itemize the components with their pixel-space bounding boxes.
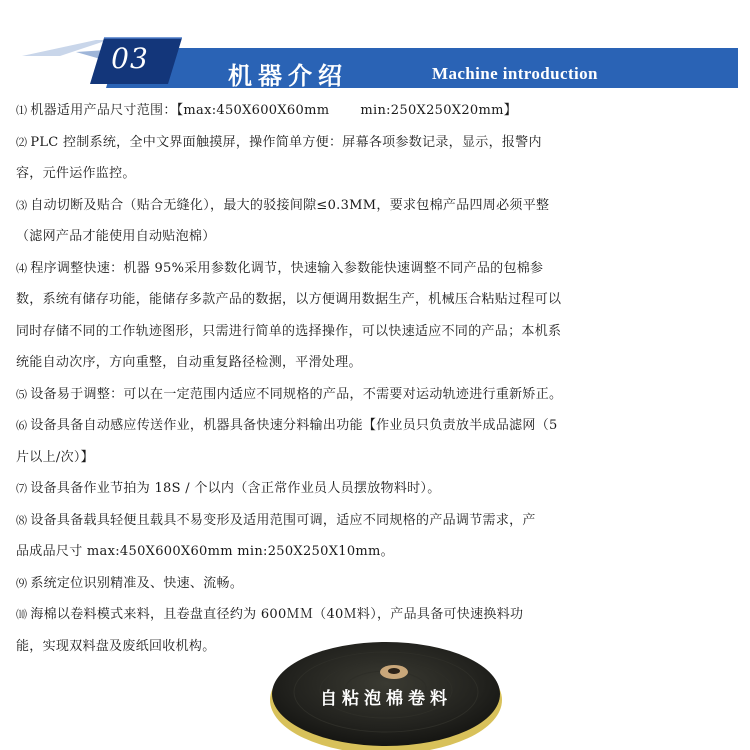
title-bar	[106, 48, 738, 88]
list-item	[16, 568, 742, 600]
item-number: ⑸	[16, 387, 28, 401]
item-text: 自动切断及贴合（贴合无缝化），最大的驳接间隙≤0.3MM，要求包棉产品四周必须平整	[30, 197, 550, 213]
product-caption: 自粘泡棉卷料	[320, 689, 452, 709]
item-number: ⑻	[16, 513, 28, 527]
section-header-banner	[0, 0, 750, 96]
feature-list	[16, 95, 742, 662]
item-text: 程序调整快速：机器 95%采用参数化调节，快速输入参数能快速调整不同产品的包棉参	[30, 260, 544, 276]
list-item-continued	[16, 316, 742, 348]
item-text: 海棉以卷料模式来料，且卷盘直径约为 600ＭＭ（40Ｍ料），产品具备可快速换料功	[30, 607, 524, 622]
item-number: ⑹	[16, 419, 28, 432]
list-item-continued	[16, 284, 742, 316]
list-item	[16, 253, 742, 285]
item-text: （滤网产品才能使用自动贴泡棉）	[16, 229, 216, 244]
item-number: ⑽	[16, 608, 28, 621]
page-title-cn: 机器介绍	[228, 62, 348, 90]
list-item-continued	[16, 221, 742, 253]
list-item	[16, 599, 742, 631]
section-number: 03	[111, 42, 149, 75]
item-text: 容，元件运作监控。	[16, 166, 136, 181]
item-text: 能，实现双料盘及废纸回收机构。	[16, 638, 216, 654]
item-text: 数，系统有储存功能，能储存多款产品的数据，以方便调用数据生产，机械压合粘贴过程可以	[16, 292, 562, 307]
item-text: 设备具备作业节拍为 18S / 个以内（含正常作业员人员摆放物料时）。	[30, 481, 441, 496]
item-text: 设备具备载具轻便且载具不易变形及适用范围可调，适应不同规格的产品调节需求，产	[30, 512, 536, 528]
page-title-en: Machine introduction	[432, 64, 598, 83]
item-text: 设备易于调整：可以在一定范围内适应不同规格的产品，不需要对运动轨迹进行重新矫正。	[30, 386, 563, 402]
list-item	[16, 95, 742, 127]
item-text: 机器适用产品尺寸范围：【max:450X600X60mm min:250X250X20mm】	[30, 103, 518, 118]
item-number: ⑺	[16, 482, 28, 495]
item-text: 片以上/次）】	[16, 449, 94, 465]
foam-roll-image	[268, 636, 504, 750]
list-item-continued	[16, 442, 742, 474]
item-text: 统能自动次序，方向重整，自动重复路径检测，平滑处理。	[16, 355, 362, 370]
list-item	[16, 190, 742, 222]
item-text: PLC 控制系统，全中文界面触摸屏，操作简单方便：屏幕各项参数记录，显示，报警内	[30, 134, 542, 150]
list-item	[16, 127, 742, 159]
item-number: ⑴	[16, 104, 28, 117]
list-item	[16, 473, 742, 505]
list-item-continued	[16, 347, 742, 379]
item-number: ⑷	[16, 261, 28, 275]
item-text: 品成品尺寸 max:450X600X60mm min:250X250X10mm。	[16, 544, 394, 559]
item-number: ⑶	[16, 198, 28, 212]
list-item	[16, 505, 742, 537]
list-item	[16, 379, 742, 411]
item-number: ⑼	[16, 576, 28, 590]
item-text: 同时存储不同的工作轨迹图形，只需进行简单的选择操作，可以快速适应不同的产品；本机系	[16, 323, 562, 339]
item-text: 设备具备自动感应传送作业，机器具备快速分料输出功能【作业员只负责放半成品滤网（5	[30, 418, 558, 433]
list-item-continued	[16, 158, 742, 190]
item-number: ⑵	[16, 135, 28, 149]
list-item	[16, 410, 742, 442]
list-item-continued	[16, 536, 742, 568]
item-text: 系统定位识别精准及、快速、流畅。	[30, 575, 244, 591]
